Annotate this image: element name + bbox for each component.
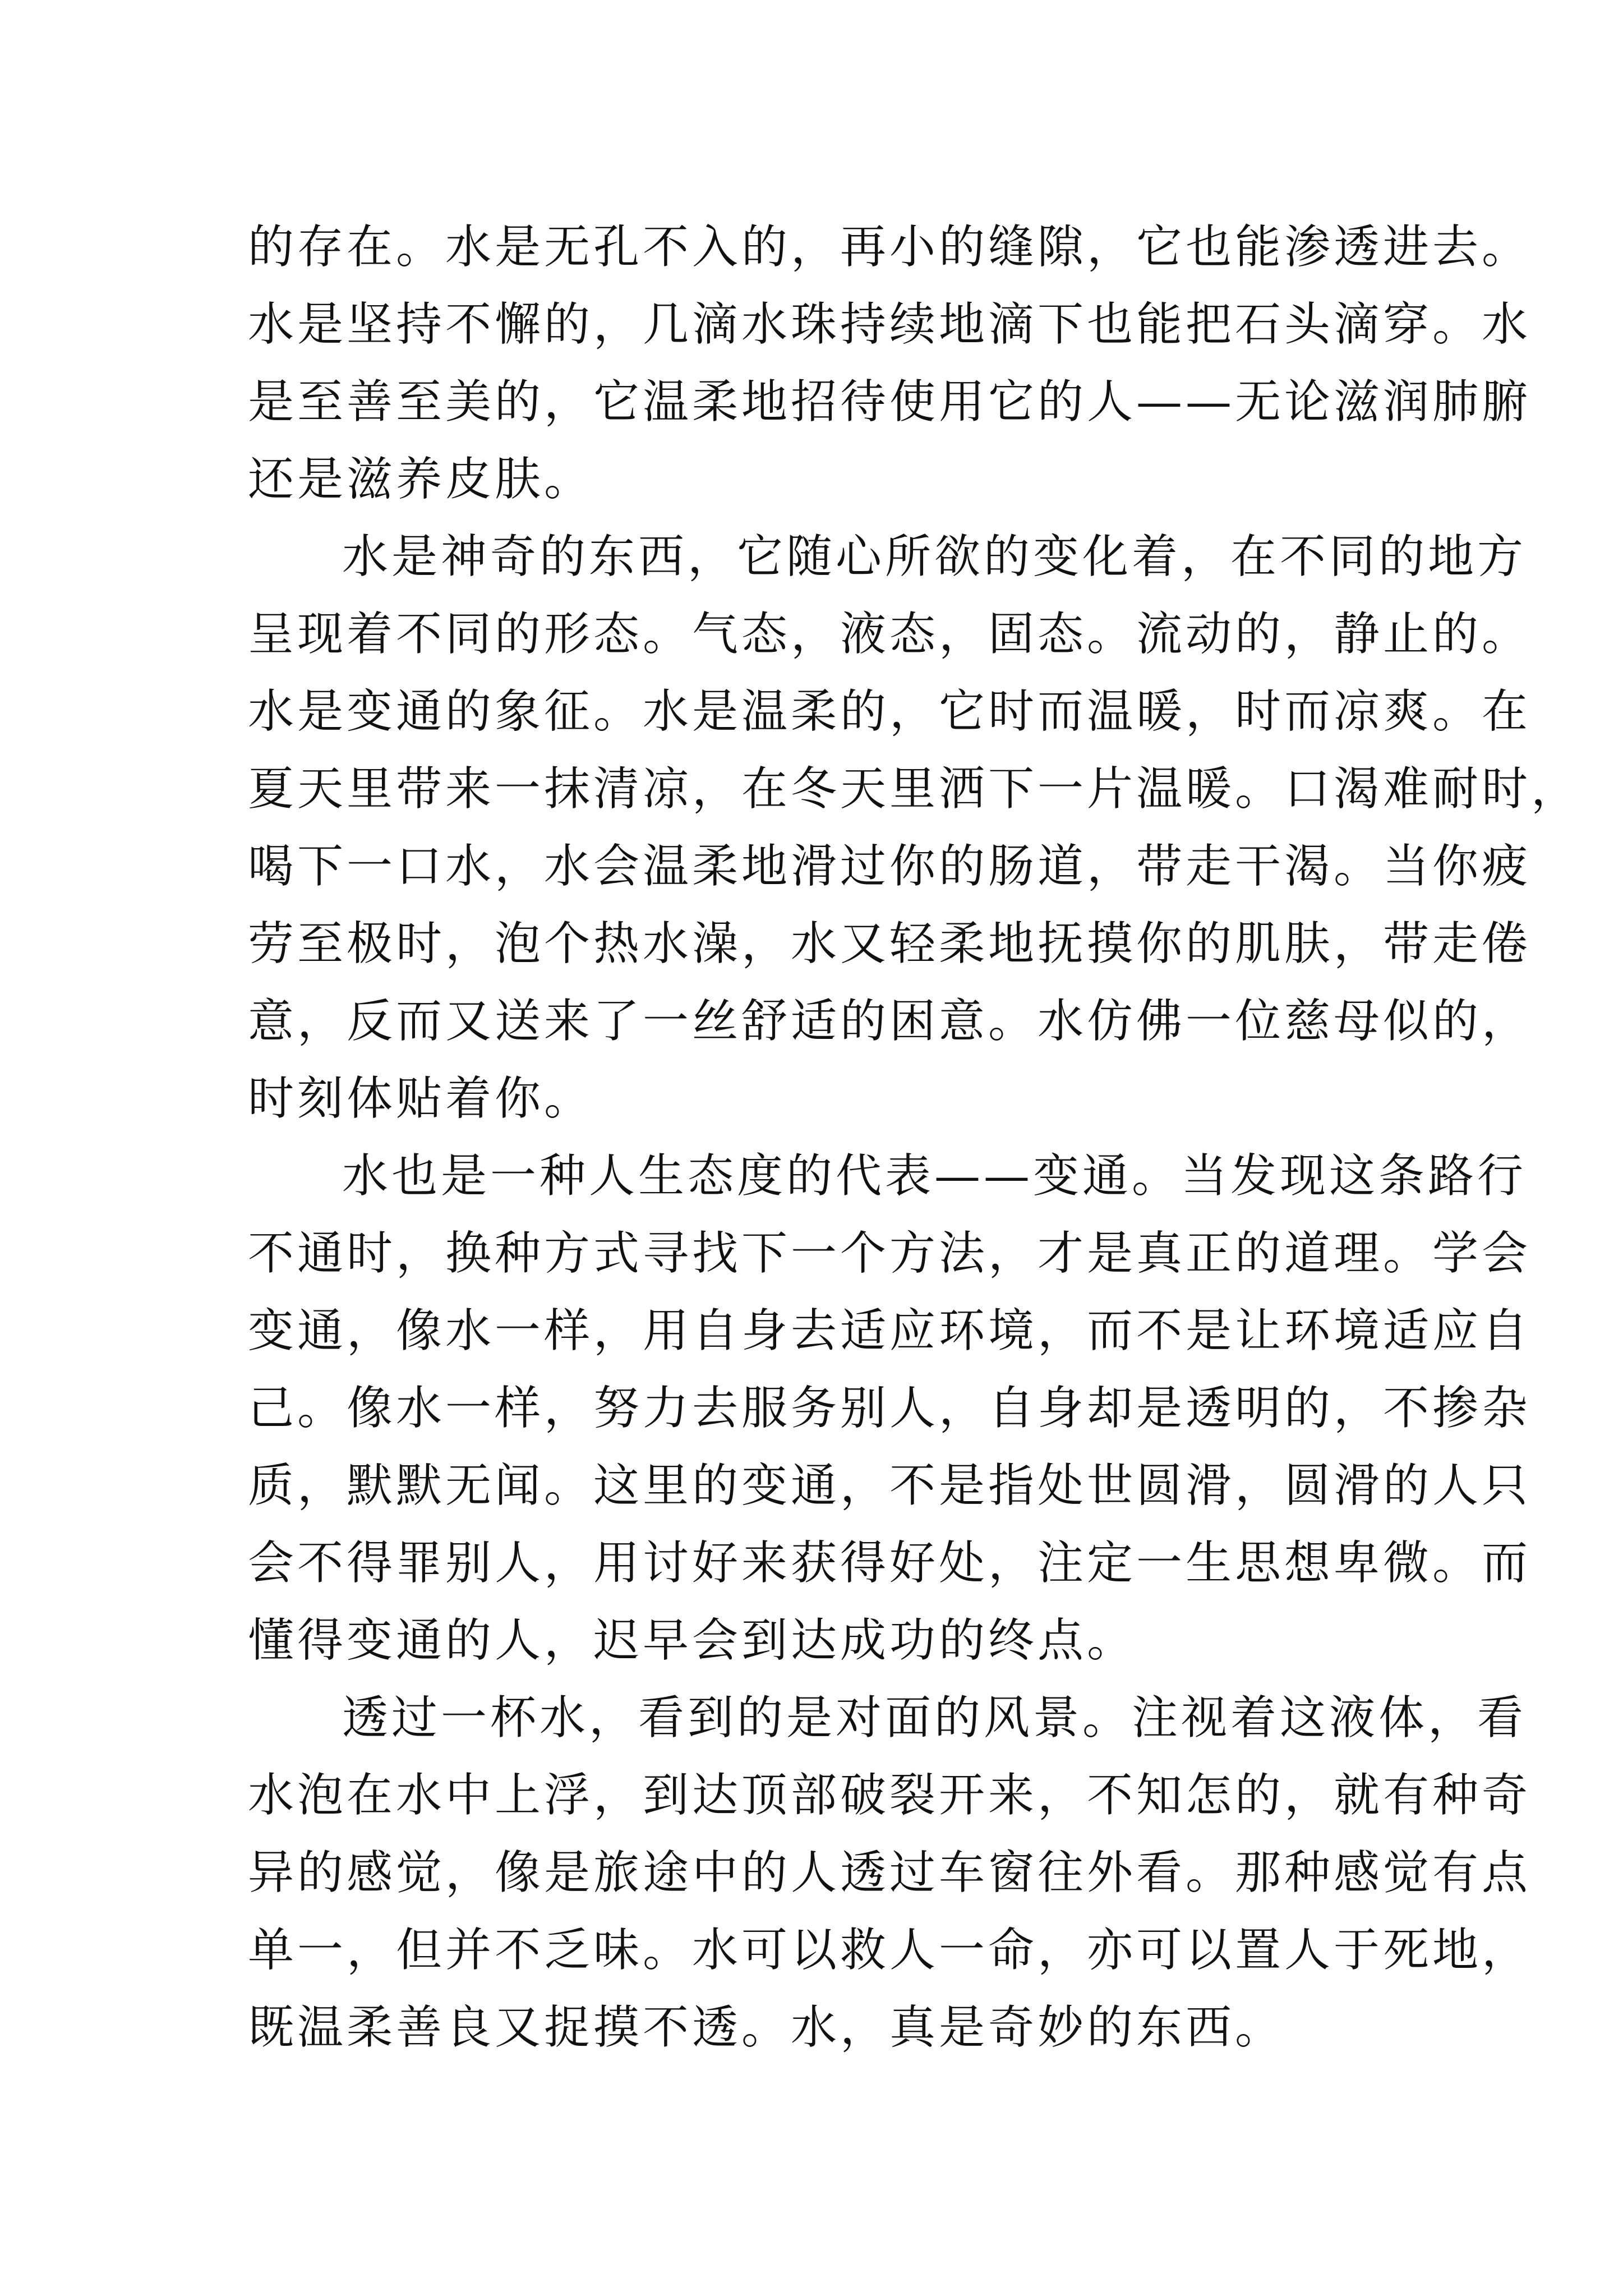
text-line: 质，默默无闻。这里的变通，不是指处世圆滑，圆滑的人只 <box>248 1459 1532 1512</box>
text-line: 水是变通的象征。水是温柔的，它时而温暖，时而凉爽。在 <box>248 685 1532 738</box>
text-line: 透过一杯水，看到的是对面的风景。注视着这液体，看 <box>342 1691 1527 1745</box>
text-line: 呈现着不同的形态。气态，液态，固态。流动的，静止的。 <box>248 608 1532 661</box>
text-line: 是至善至美的，它温柔地招待使用它的人——无论滋润肺腑 <box>248 375 1532 429</box>
paragraph-3 <box>248 1138 1532 1680</box>
text-line: 异的感觉，像是旅途中的人透过车窗往外看。那种感觉有点 <box>248 1846 1532 1899</box>
text-line: 的存在。水是无孔不入的，再小的缝隙，它也能渗透进去。 <box>248 220 1532 274</box>
text-line: 不通时，换种方式寻找下一个方法，才是真正的道理。学会 <box>248 1227 1532 1280</box>
text-line: 水是坚持不懈的，几滴水珠持续地滴下也能把石头滴穿。水 <box>248 298 1532 351</box>
text-line: 水泡在水中上浮，到达顶部破裂开来，不知怎的，就有种奇 <box>248 1769 1532 1822</box>
text-line: 时刻体贴着你。 <box>248 1072 594 1125</box>
text-line: 己。像水一样，努力去服务别人，自身却是透明的，不掺杂 <box>248 1382 1532 1435</box>
paragraph-2 <box>248 518 1581 1138</box>
text-line: 喝下一口水，水会温柔地滑过你的肠道，带走干渴。当你疲 <box>248 840 1532 893</box>
paragraph-4 <box>248 1680 1532 2067</box>
text-line: 会不得罪别人，用讨好来获得好处，注定一生思想卑微。而 <box>248 1536 1532 1590</box>
text-line: 既温柔善良又捉摸不透。水，真是奇妙的东西。 <box>248 2001 1285 2054</box>
paragraph-1 <box>248 209 1532 518</box>
text-line: 单一，但并不乏味。水可以救人一命，亦可以置人于死地， <box>248 1924 1532 1977</box>
text-line: 夏天里带来一抹清凉，在冬天里洒下一片温暖。口渴难耐时， <box>248 762 1581 816</box>
document-page <box>248 209 1581 2067</box>
text-line: 懂得变通的人，迟早会到达成功的终点。 <box>248 1614 1137 1667</box>
text-line: 水是神奇的东西，它随心所欲的变化着，在不同的地方 <box>342 530 1527 583</box>
text-line: 还是滋养皮肤。 <box>248 453 594 506</box>
text-line: 意，反而又送来了一丝舒适的困意。水仿佛一位慈母似的， <box>248 995 1532 1048</box>
text-line: 水也是一种人生态度的代表——变通。当发现这条路行 <box>342 1149 1527 1203</box>
text-line: 变通，像水一样，用自身去适应环境，而不是让环境适应自 <box>248 1304 1532 1358</box>
text-line: 劳至极时，泡个热水澡，水又轻柔地抚摸你的肌肤，带走倦 <box>248 917 1532 970</box>
